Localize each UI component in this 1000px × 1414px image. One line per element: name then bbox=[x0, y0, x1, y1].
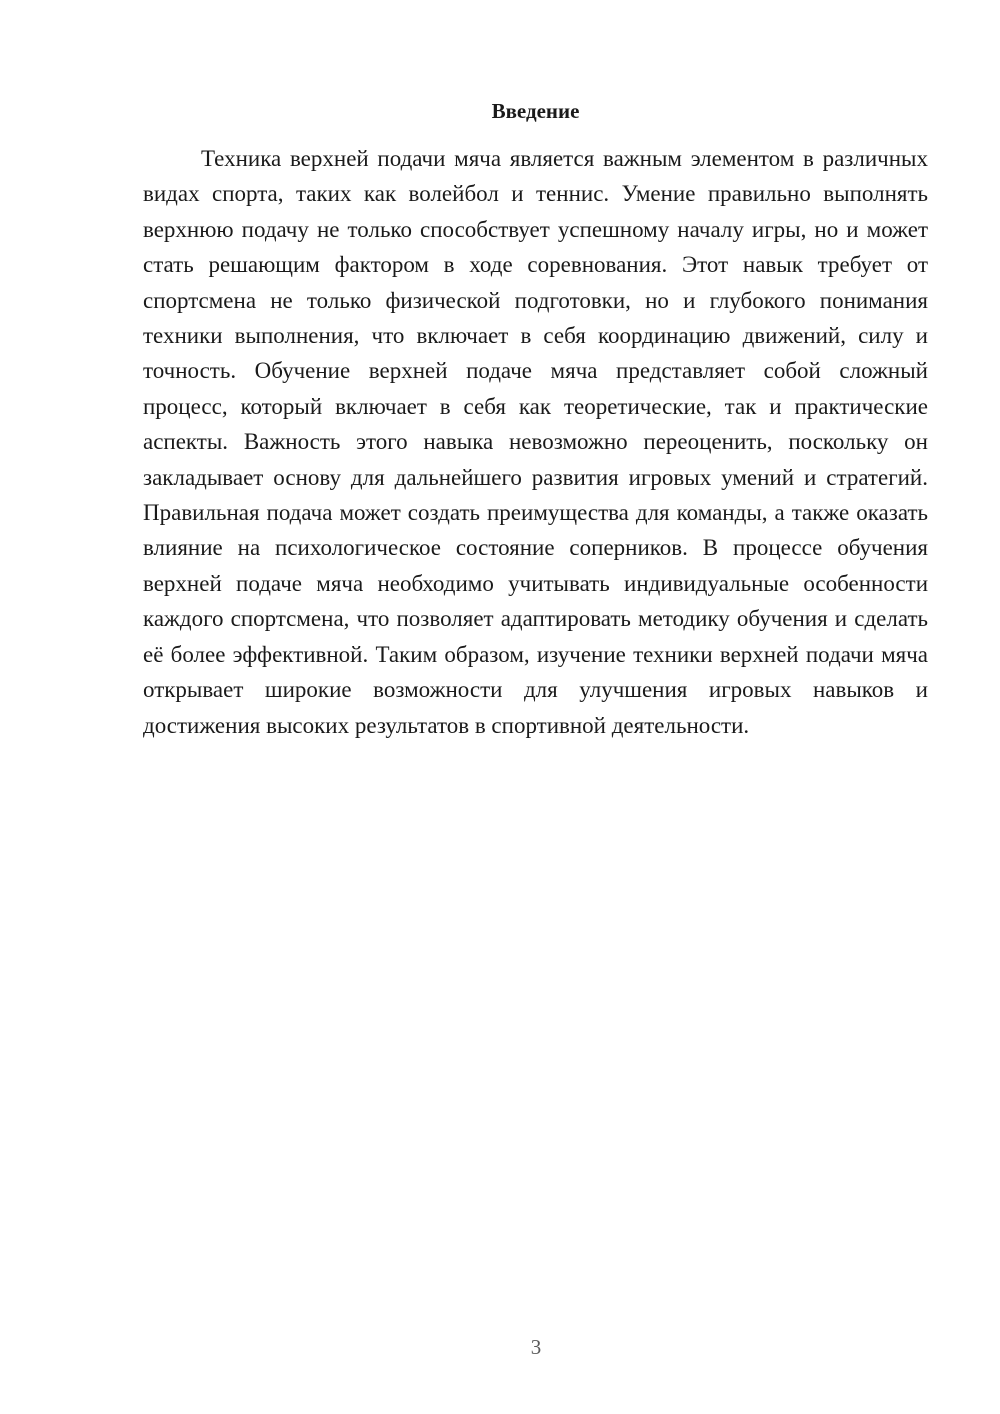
body-paragraph: Техника верхней подачи мяча является важным элементом в различных видах спорта, таких как волейбол и теннис. Умение правильно выполнять верхнюю подачу не только способствует успешному началу игры, но и может стать решающим фактором в ходе соревнования. Этот навык требует от спортсмена не только физической подготовки, но и глубокого понимания техники выполнения, что включает в себя координацию движений, силу и точность. Обучение верхней подаче мяча представляет собой сложный процесс, который включает в себя как теоретические, так и практические аспекты. Важность этого навыка невозможно переоценить, поскольку он закладывает основу для дальнейшего развития игровых умений и стратегий. Правильная подача может создать преимущества для команды, а также оказать влияние на психологическое состояние соперников. В процессе обучения верхней подаче мяча необходимо учитывать индивидуальные особенности каждого спортсмена, что позволяет адаптировать методику обучения и сделать её более эффективной. Таким образом, изучение техники верхней подачи мяча открывает широкие возможности для улучшения игровых навыков и достижения высоких результатов в спортивной деятельности. bbox=[143, 146, 928, 738]
section-heading: Введение bbox=[491, 99, 580, 123]
page-number: 3 bbox=[530, 1335, 542, 1359]
